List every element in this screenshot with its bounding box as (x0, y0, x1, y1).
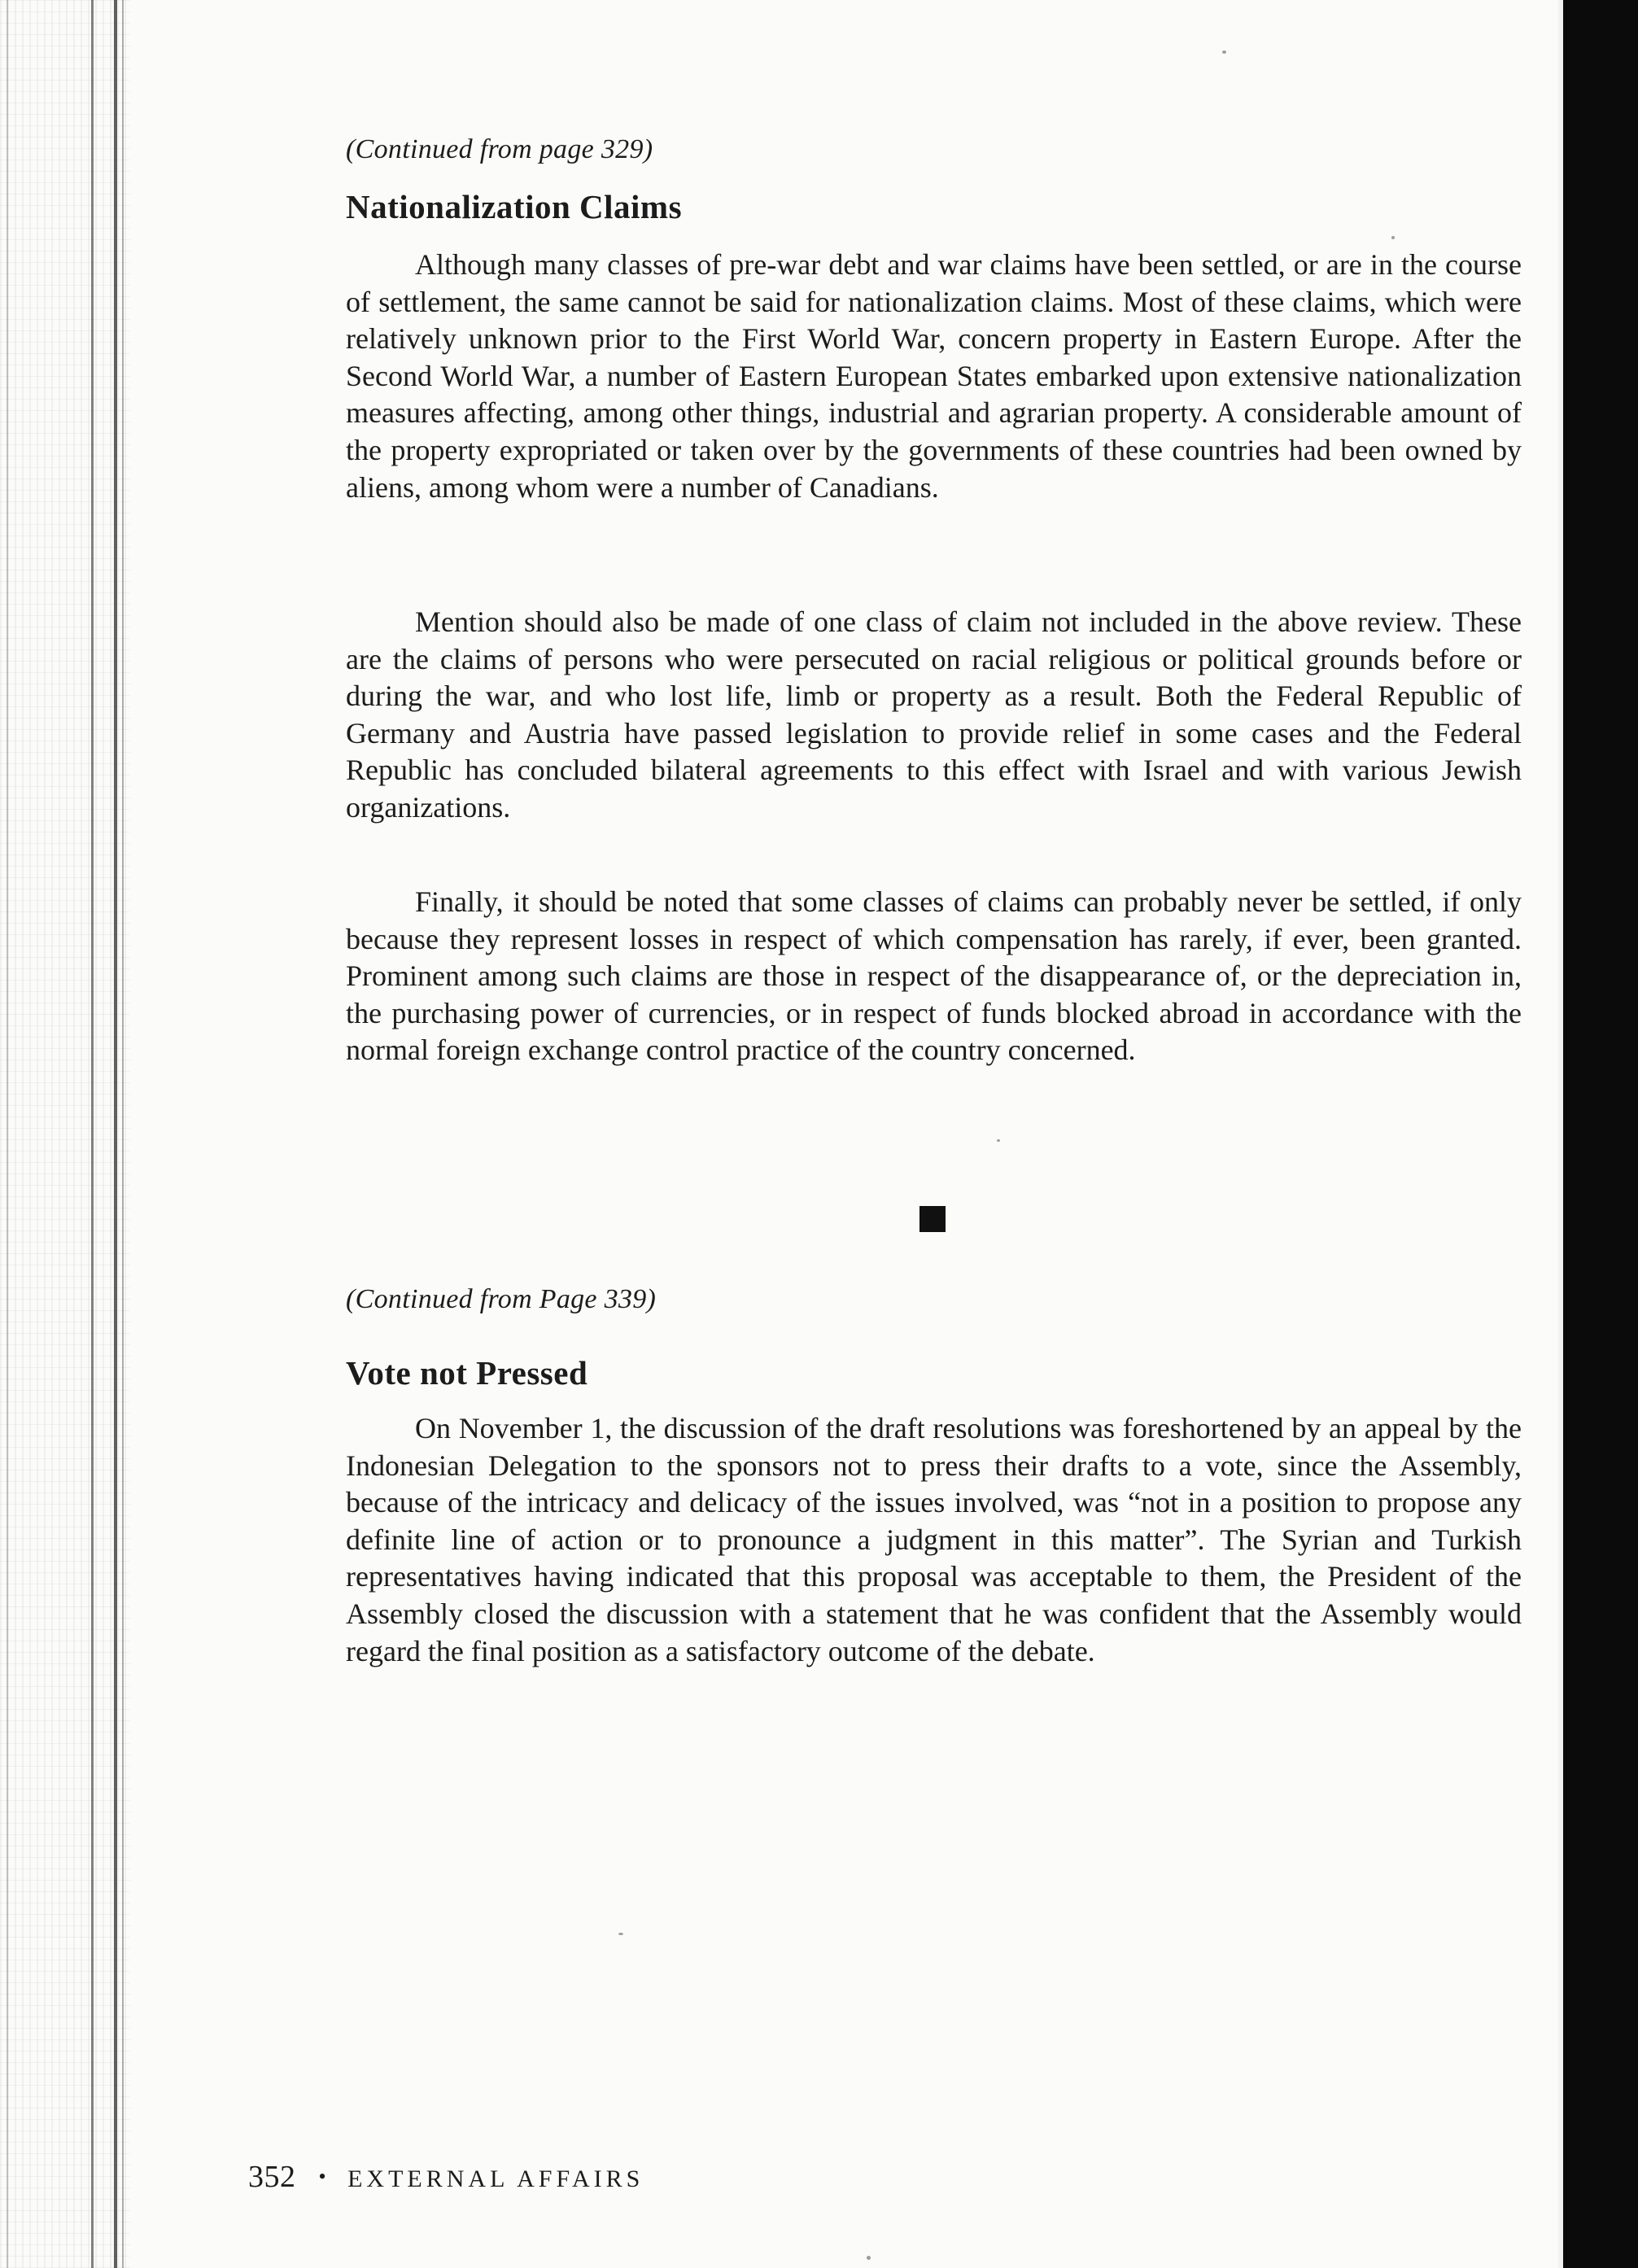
section-heading: Vote not Pressed (346, 1354, 588, 1392)
dark-page-edge (1563, 0, 1638, 2268)
scan-speck (997, 1139, 1000, 1142)
continued-note: (Continued from page 329) (346, 134, 653, 164)
binding-line (7, 0, 8, 2268)
paragraph: Finally, it should be noted that some classes of claims can probably never be settled, if only because they represent losses in respect of which compensation has rarely, if ever, been granted. Prominent among such claims are those in respect of the disappearance of, or the depreciation in, the purchasing power of currencies, or in respect of funds blocked abroad in accordance with the normal foreign exchange control practice of the country concerned. (346, 885, 1522, 1067)
scan-speck (1222, 50, 1226, 54)
scan-speck (618, 1933, 623, 1935)
paragraph: Although many classes of pre-war debt and war claims have been settled, or are in the course of settlement, the same cannot be said for nationalization claims. Most of these claims, which were relatively unknown prior to the First World War, concern property in Eastern Europe. After the Second World War, a number of Eastern European States embarked upon extensive nationalization measures affecting, among other things, industrial and agrarian property. A considerable amount of the property expropriated or taken over by the governments of these countries had been owned by aliens, among whom were a number of Canadians. (346, 248, 1522, 504)
publication-name: EXTERNAL AFFAIRS (347, 2165, 644, 2192)
scan-speck (1391, 236, 1395, 239)
section-heading: Nationalization Claims (346, 188, 683, 225)
paragraph: Mention should also be made of one class of claim not included in the above review. These are the claims of persons who were persecuted on racial religious or political grounds before or during the war, and who lost life, limb or property as a result. Both the Federal Republic of Germany and Austria have passed legislation to provide relief in some cases and the Federal Republic has concluded bilateral agreements to this effect with Israel and with various Jewish organizations. (346, 605, 1522, 824)
binding-line (91, 0, 94, 2268)
page-footer (248, 2159, 644, 2195)
binding-line (122, 0, 124, 2268)
binding-line (114, 0, 117, 2268)
scan-speck (867, 2256, 871, 2260)
continued-note: (Continued from Page 339) (346, 1284, 657, 1314)
binding-edge (0, 0, 130, 2268)
footer-bullet: • (318, 2165, 327, 2188)
section-divider (919, 1206, 946, 1232)
page-number: 352 (248, 2160, 296, 2194)
paragraph: On November 1, the discussion of the draft resolutions was foreshortened by an appeal by the Indonesian Delegation to the sponsors not to press their drafts to a vote, since the Assembly, because of the intricacy and delicacy of the issues involved, was “not in a position to propose any definite line of action or to pronounce a judgment in this matter”. The Syrian and Turkish representatives having indicated that this proposal was acceptable to them, the President of the Assembly closed the discussion with a statement that he was confident that the Assembly would regard the final position as a satisfactory outcome of the debate. (346, 1412, 1522, 1667)
